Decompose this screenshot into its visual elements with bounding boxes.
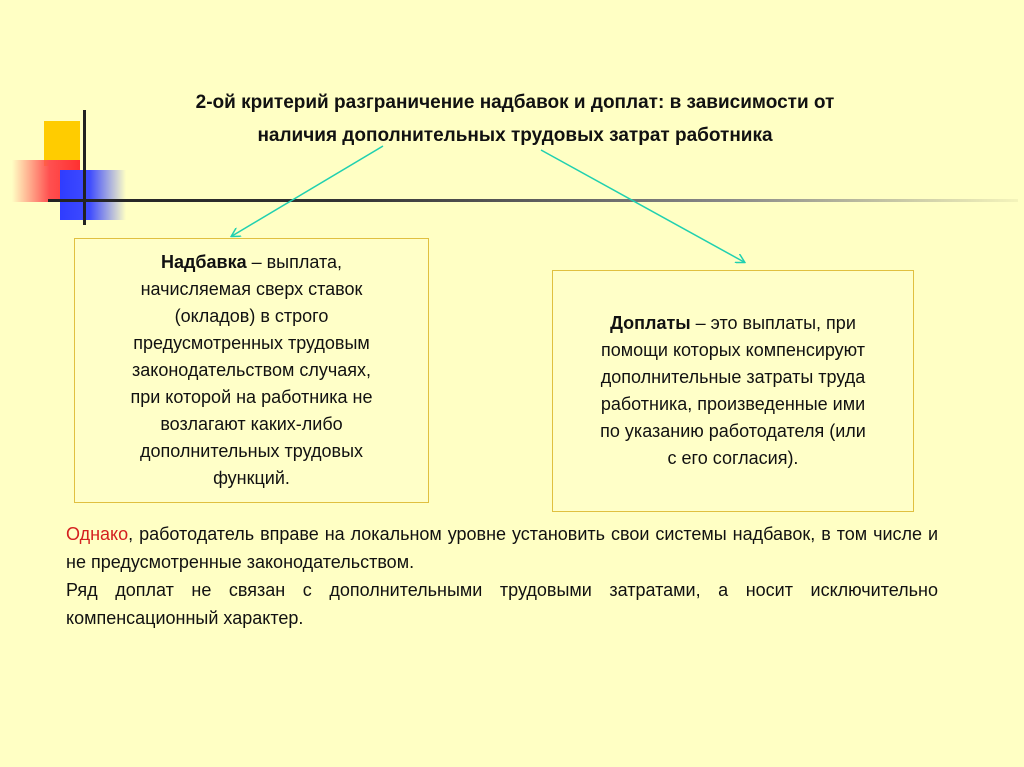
doplaty-def-1: – это выплаты, при — [690, 313, 856, 333]
note-paragraph-1-text: , работодатель вправе на локальном уровне установить свои системы надбавок, в том числе и не предусмотренные законодательством. — [66, 524, 938, 572]
nadbavka-def-5: законодательством случаях, — [132, 360, 371, 380]
doplaty-term: Доплаты — [610, 313, 691, 333]
notes — [66, 520, 938, 632]
doplaty-def-2: помощи которых компенсируют — [600, 340, 866, 360]
note-accent-word: Однако — [66, 524, 129, 544]
doplaty-box — [552, 270, 914, 512]
nadbavka-def-7: возлагают каких-либо — [160, 414, 343, 434]
note-paragraph-1 — [66, 520, 938, 576]
nadbavka-term: Надбавка — [160, 252, 247, 272]
title-line-1: 2-ой критерий разграничение надбавок и доплат: в зависимости от — [195, 92, 835, 113]
nadbavka-box — [74, 238, 429, 503]
nadbavka-def-6: при которой на работника не — [130, 387, 373, 407]
title-line-2: наличия дополнительных трудовых затрат работника — [257, 125, 773, 146]
nadbavka-def-1: – выплата, — [246, 252, 343, 272]
nadbavka-def-2: начисляемая сверх ставок — [140, 279, 363, 299]
nadbavka-def-4: предусмотренных трудовым — [133, 333, 370, 353]
doplaty-def-6: с его согласия). — [667, 448, 799, 468]
doplaty-def-5: по указанию работодателя (или — [600, 421, 866, 441]
arrow-to-right-box — [541, 150, 744, 262]
arrow-to-left-box — [232, 146, 383, 236]
doplaty-def-4: работника, произведенные ими — [600, 394, 866, 414]
nadbavka-def-9: функций. — [213, 468, 290, 488]
nadbavka-def-8: дополнительных трудовых — [139, 441, 364, 461]
doplaty-def-3: дополнительные затраты труда — [600, 367, 866, 387]
nadbavka-def-3: (окладов) в строго — [174, 306, 329, 326]
note-paragraph-2: Ряд доплат не связан с дополнительными трудовыми затратами, а носит исключительно компенсационный характер. — [66, 580, 938, 628]
